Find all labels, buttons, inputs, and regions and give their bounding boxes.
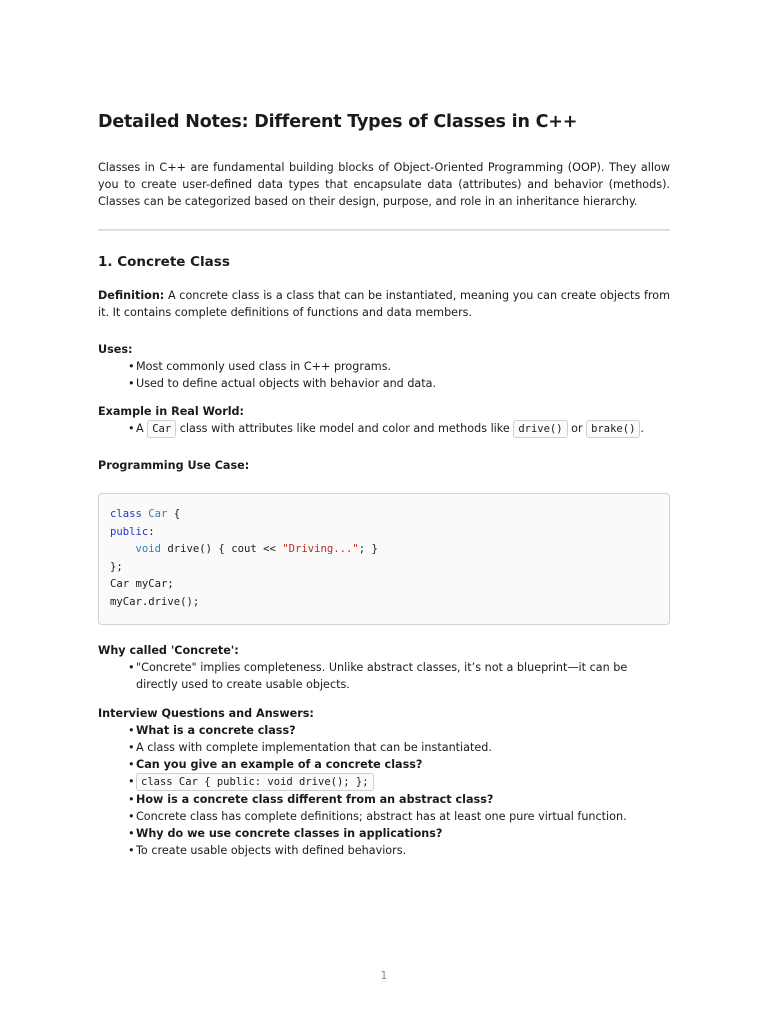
code-text: Car myCar; [110, 578, 174, 591]
list-item: • "Concrete" implies completeness. Unlike abstract classes, it’s not a blueprint—it can be directly used to create usable objects. [128, 659, 670, 693]
intro-paragraph: Classes in C++ are fundamental building blocks of Object-Oriented Programming (OOP). They allow you to create user-defined data types that encapsulate data (attributes) and behavior (methods). Classes can be categorized based on their design, purpose, and role in an inheritance hierarchy. [98, 161, 670, 208]
uses-list [98, 358, 670, 392]
code-text: drive() { cout << [161, 543, 283, 556]
question-text: Can you give an example of a concrete class? [136, 757, 423, 771]
interview-list [98, 722, 670, 859]
question-text: Why do we use concrete classes in applications? [136, 826, 443, 840]
list-item: • Concrete class has complete definitions; abstract has at least one pure virtual function. [128, 808, 670, 825]
code-text: ; } [358, 543, 378, 556]
interview-label: Interview Questions and Answers: [98, 706, 314, 720]
list-item: • Most commonly used class in C++ programs. [128, 358, 670, 375]
code-text: : [148, 525, 155, 538]
inline-code-answer: class Car { public: void drive(); }; [136, 773, 374, 791]
text-fragment: A [136, 422, 148, 435]
code-block [98, 493, 670, 625]
list-item [128, 722, 670, 739]
question-text: What is a concrete class? [136, 723, 296, 737]
code-text: }; [110, 560, 123, 573]
code-text: myCar.drive(); [110, 595, 200, 608]
document-page [98, 110, 670, 859]
list-item [128, 420, 670, 438]
programming-use-case-label: Programming Use Case: [98, 459, 250, 472]
list-item [128, 773, 670, 791]
document-title: Detailed Notes: Different Types of Classes in C++ [98, 112, 578, 132]
code-keyword: class [110, 508, 142, 520]
list-item: • A class with complete implementation that can be instantiated. [128, 739, 670, 756]
list-item [128, 791, 670, 808]
text-fragment: . [640, 422, 644, 435]
code-keyword: void [135, 543, 162, 556]
section-heading-concrete-class: 1. Concrete Class [98, 254, 230, 270]
code-text [110, 543, 136, 555]
real-world-list [98, 420, 670, 438]
definition-label: Definition: [98, 289, 165, 302]
inline-code-drive: drive() [513, 420, 567, 438]
text-fragment: or [567, 422, 587, 435]
list-item [128, 825, 670, 842]
section-divider [98, 229, 670, 231]
text-fragment: class with attributes like model and color and methods like [176, 422, 514, 435]
code-type: Car [148, 508, 168, 520]
why-concrete-label: Why called 'Concrete': [98, 643, 239, 657]
code-string: "Driving..." [282, 543, 359, 556]
list-item [128, 756, 670, 773]
uses-label: Uses: [98, 343, 133, 356]
list-item: • Used to define actual objects with behavior and data. [128, 375, 670, 392]
code-text: { [167, 508, 181, 520]
why-list [98, 659, 670, 693]
definition-text: A concrete class is a class that can be instantiated, meaning you can create objects from it. It contains complete definitions of functions and data members. [98, 289, 670, 319]
code-keyword: public [110, 525, 149, 538]
question-text: How is a concrete class different from an abstract class? [136, 792, 494, 806]
inline-code-brake: brake() [586, 420, 640, 438]
inline-code-car: Car [147, 420, 176, 438]
page-number: 1 [380, 970, 388, 982]
definition-paragraph [98, 287, 670, 321]
list-item: • To create usable objects with defined behaviors. [128, 842, 670, 859]
real-world-label: Example in Real World: [98, 405, 245, 418]
